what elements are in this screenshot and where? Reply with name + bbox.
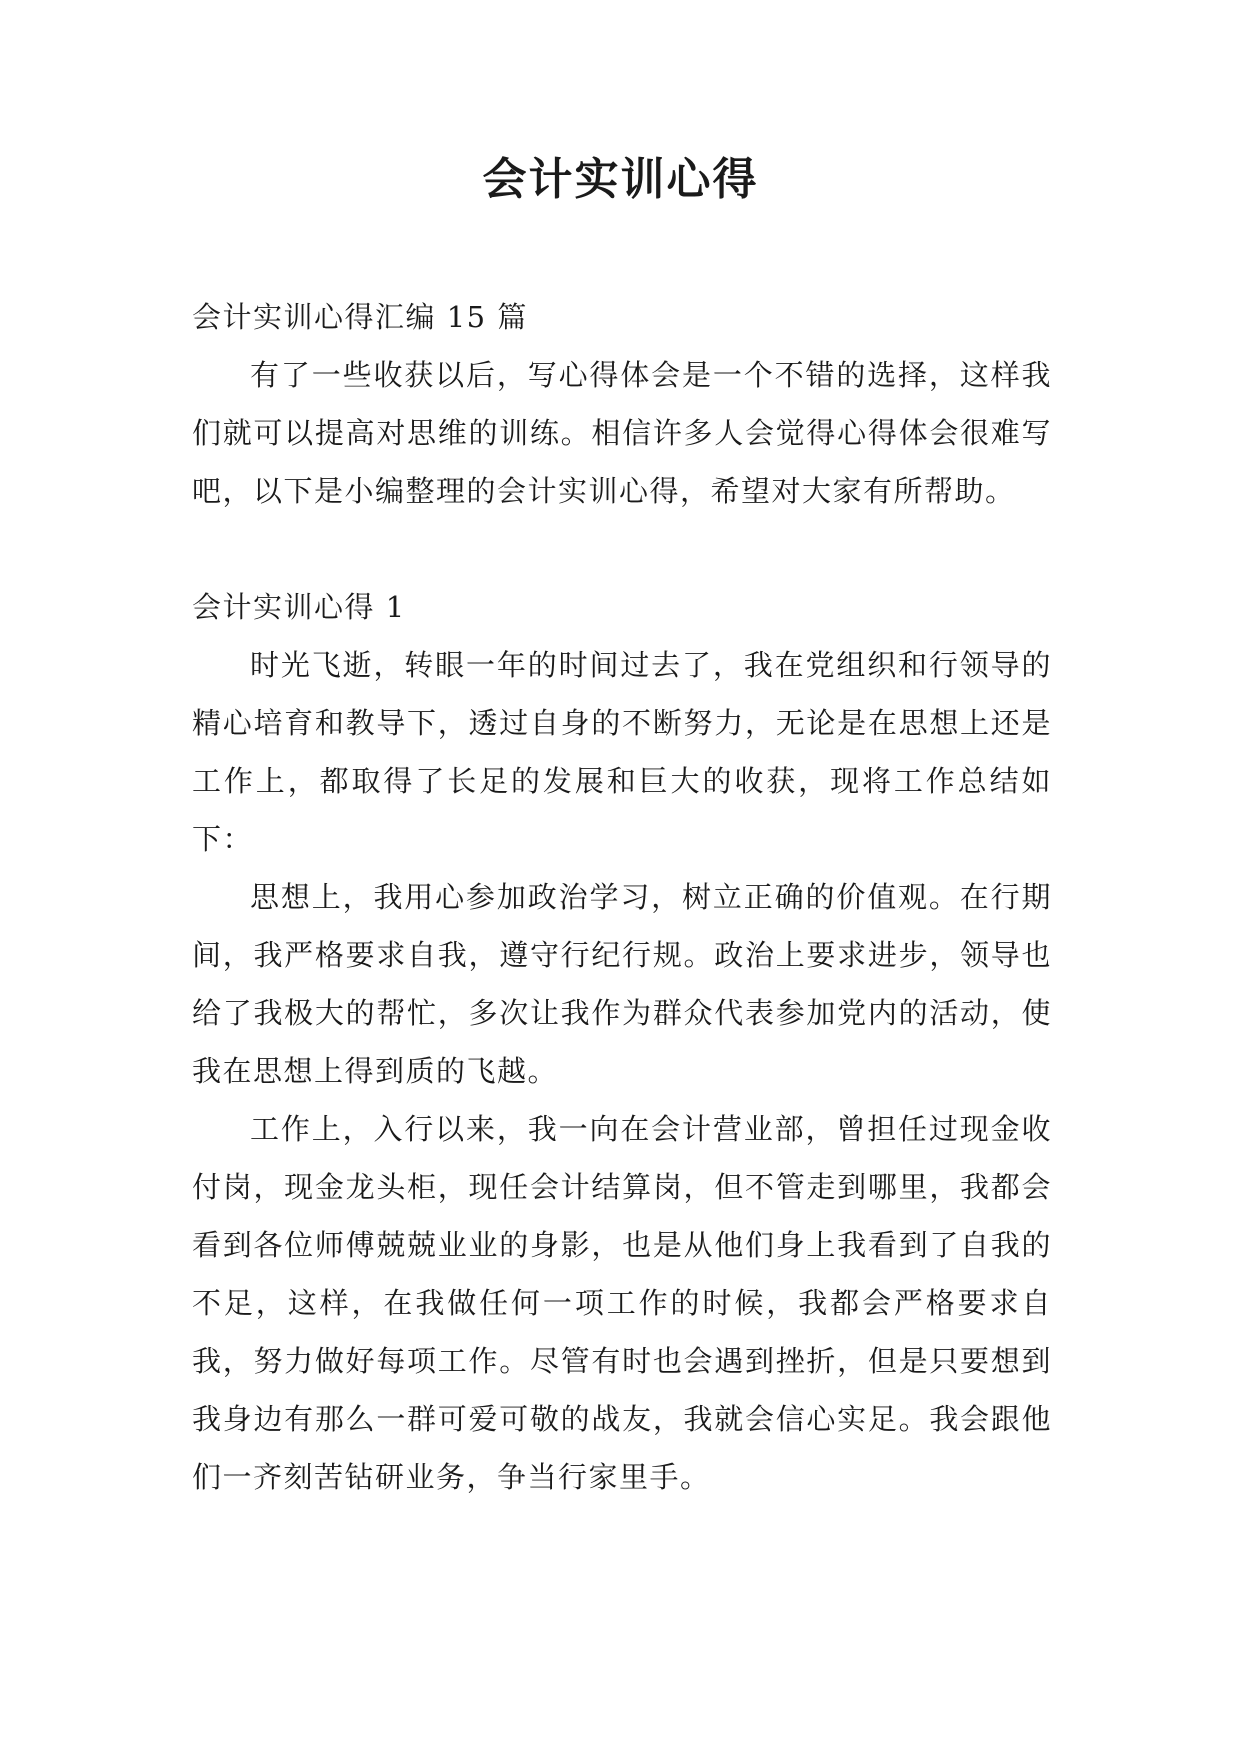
document-body: [192, 288, 1052, 1506]
collection-heading: 会计实训心得汇编 15 篇: [192, 300, 528, 334]
section-spacer: [192, 520, 1052, 578]
body-paragraph: 工作上，入行以来，我一向在会计营业部，曾担任过现金收付岗，现金龙头柜，现任会计结算岗，但不管走到哪里，我都会看到各位师傅兢兢业业的身影，也是从他们身上我看到了自我的不足，这样，在我做任何一项工作的时候，我都会严格要求自我，努力做好每项工作。尽管有时也会遇到挫折，但是只要想到我身边有那么一群可爱可敬的战友，我就会信心实足。我会跟他们一齐刻苦钻研业务，争当行家里手。: [192, 1112, 1052, 1494]
document-title: 会计实训心得: [482, 154, 759, 205]
body-paragraph: 时光飞逝，转眼一年的时间过去了，我在党组织和行领导的精心培育和教导下，透过自身的不断努力，无论是在思想上还是工作上，都取得了长足的发展和巨大的收获，现将工作总结如下：: [192, 648, 1052, 856]
body-paragraph: 思想上，我用心参加政治学习，树立正确的价值观。在行期间，我严格要求自我，遵守行纪行规。政治上要求进步，领导也给了我极大的帮忙，多次让我作为群众代表参加党内的活动，使我在思想上得到质的飞越。: [192, 880, 1052, 1088]
section-heading: 会计实训心得 1: [192, 590, 406, 624]
intro-paragraph: 有了一些收获以后，写心得体会是一个不错的选择，这样我们就可以提高对思维的训练。相信许多人会觉得心得体会很难写吧，以下是小编整理的会计实训心得，希望对大家有所帮助。: [192, 358, 1052, 508]
